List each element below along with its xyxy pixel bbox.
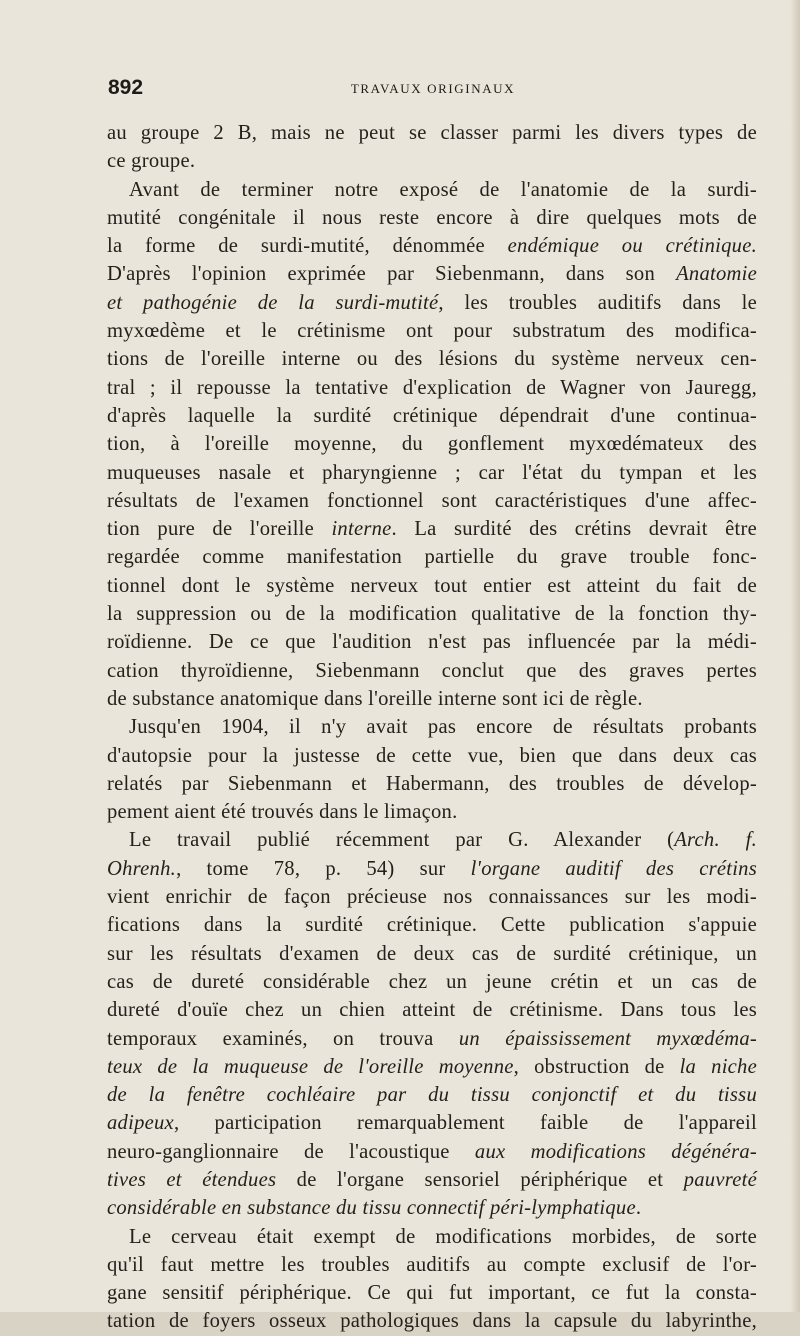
text-line: considérable en substance du tissu connectif péri-lymphatique.	[107, 1197, 642, 1220]
text-line: tions de l'oreille interne ou des lésions du système nerveux cen-	[107, 348, 757, 371]
text-line: adipeux, participation remarquablement faible de l'appareil	[107, 1112, 757, 1135]
text-line: tives et étendues de l'organe sensoriel périphérique et pauvreté	[107, 1168, 757, 1191]
text-line: au groupe 2 B, mais ne peut se classer parmi les divers types de	[107, 122, 757, 144]
text-line: Le cerveau était exempt de modifications morbides, de sorte	[129, 1225, 757, 1248]
text-line: et pathogénie de la surdi-mutité, les troubles auditifs dans le	[107, 291, 757, 314]
text-line: fications dans la surdité crétinique. Cette publication s'appuie	[107, 914, 757, 937]
text-line: muqueuses nasale et pharyngienne ; car l'état du tympan et les	[107, 461, 757, 484]
text-line: la forme de surdi-mutité, dénommée endémique ou crétinique.	[107, 235, 757, 258]
text-line: tation de foyers osseux pathologiques dans la capsule du labyrinthe,	[107, 1310, 757, 1333]
text-line: d'autopsie pour la justesse de cette vue, bien que dans deux cas	[107, 744, 757, 767]
text-line: cas de dureté considérable chez un jeune crétin et un cas de	[107, 970, 757, 993]
text-line: tionnel dont le système nerveux tout entier est atteint du fait de	[107, 574, 757, 597]
text-line: temporaux examinés, on trouva un épaississement myxœdéma-	[107, 1027, 757, 1050]
text-line: dureté d'ouïe chez un chien atteint de crétinisme. Dans tous les	[107, 999, 757, 1022]
text-line: regardée comme manifestation partielle du grave trouble fonc-	[107, 546, 757, 569]
text-line: neuro-ganglionnaire de l'acoustique aux modifications dégénéra-	[107, 1140, 757, 1163]
page-header	[108, 76, 758, 102]
text-line: tion, à l'oreille moyenne, du gonflement myxœdémateux des	[107, 433, 757, 456]
text-line: tion pure de l'oreille interne. La surdité des crétins devrait être	[107, 518, 757, 541]
text-line: vient enrichir de façon précieuse nos connaissances sur les modi-	[107, 886, 757, 909]
body-text	[107, 119, 757, 1336]
text-line: Le travail publié récemment par G. Alexander (Arch. f.	[129, 829, 757, 852]
text-line: mutité congénitale il nous reste encore à dire quelques mots de	[107, 206, 757, 229]
text-line: tral ; il repousse la tentative d'explication de Wagner von Jauregg,	[107, 376, 757, 399]
text-line: relatés par Siebenmann et Habermann, des troubles de dévelop-	[107, 772, 757, 795]
text-line: D'après l'opinion exprimée par Siebenmann, dans son Anatomie	[107, 263, 757, 286]
text-line: myxœdème et le crétinisme ont pour substratum des modifica-	[107, 320, 757, 343]
text-line: de substance anatomique dans l'oreille interne sont ici de règle.	[107, 687, 643, 710]
running-title: TRAVAUX ORIGINAUX	[350, 81, 516, 96]
text-line: d'après laquelle la surdité crétinique dépendrait d'une continua-	[107, 404, 757, 427]
text-line: résultats de l'examen fonctionnel sont caractéristiques d'une affec-	[107, 489, 757, 512]
text-line: la suppression ou de la modification qualitative de la fonction thy-	[107, 603, 757, 626]
page-number: 892	[108, 76, 144, 99]
text-line: Avant de terminer notre exposé de l'anatomie de la surdi-	[129, 178, 757, 201]
text-line: Jusqu'en 1904, il n'y avait pas encore de résultats probants	[129, 716, 757, 739]
text-line: cation thyroïdienne, Siebenmann conclut que des graves pertes	[107, 659, 757, 682]
text-line: qu'il faut mettre les troubles auditifs au compte exclusif de l'or-	[107, 1253, 757, 1276]
text-line: gane sensitif périphérique. Ce qui fut important, ce fut la consta-	[107, 1282, 757, 1305]
text-line: sur les résultats d'examen de deux cas de surdité crétinique, un	[107, 942, 757, 965]
text-line: teux de la muqueuse de l'oreille moyenne, obstruction de la niche	[107, 1055, 757, 1078]
text-line: de la fenêtre cochléaire par du tissu conjonctif et du tissu	[107, 1084, 757, 1107]
text-line: Ohrenh., tome 78, p. 54) sur l'organe auditif des crétins	[107, 857, 757, 880]
text-line: roïdienne. De ce que l'audition n'est pas influencée par la médi-	[107, 631, 757, 654]
text-line: ce groupe.	[107, 150, 196, 173]
text-line: pement aient été trouvés dans le limaçon.	[107, 801, 458, 824]
